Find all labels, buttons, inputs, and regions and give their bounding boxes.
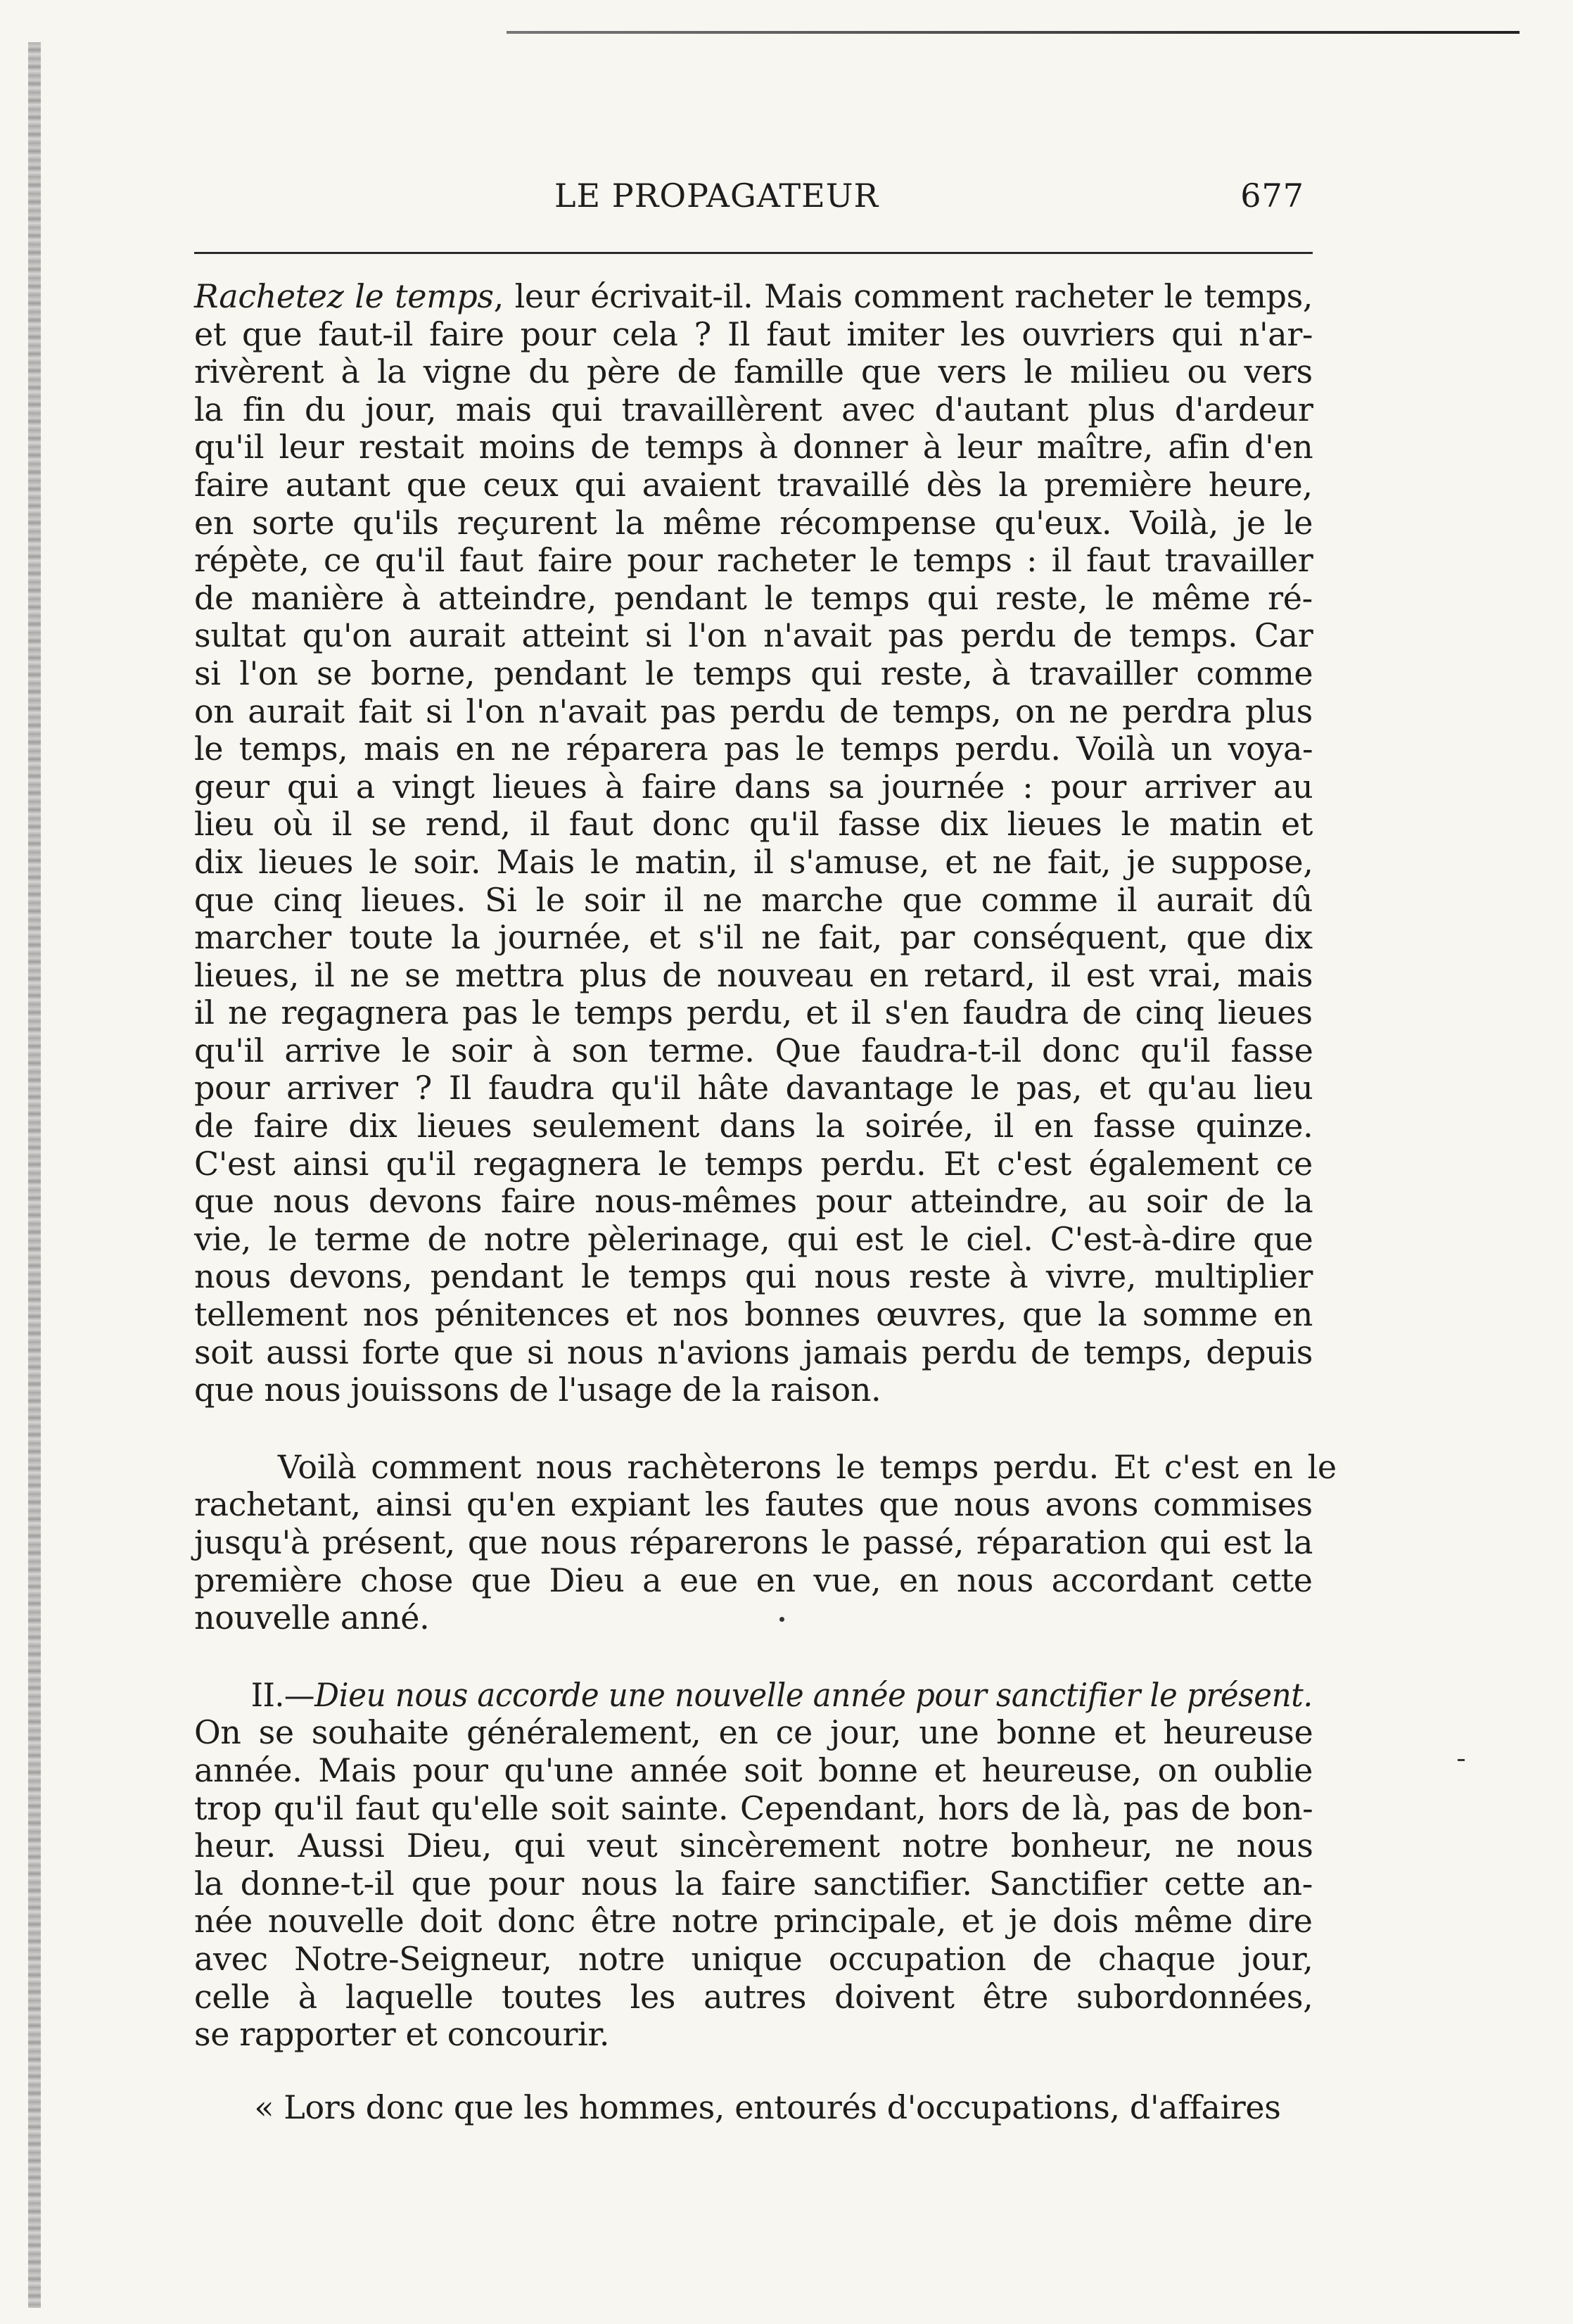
text-line bbox=[194, 1562, 1313, 1600]
line-text: de manière à atteindre, pendant le temps qui reste, le même ré- bbox=[194, 578, 1313, 617]
line-text: on aurait fait si l'on n'avait pas perdu de temps, on ne perdra plus bbox=[194, 692, 1313, 730]
line-text: C'est ainsi qu'il regagnera le temps perdu. Et c'est également ce bbox=[194, 1144, 1313, 1183]
text-line bbox=[194, 580, 1313, 618]
paragraph-racheter-le-temps bbox=[194, 278, 1313, 1409]
line-text: rachetant, ainsi qu'en expiant les fautes que nous avons commises bbox=[194, 1485, 1313, 1524]
text-line bbox=[194, 1334, 1313, 1372]
line-text: jusqu'à présent, que nous réparerons le passé, réparation qui est la bbox=[194, 1523, 1313, 1561]
text-line bbox=[194, 1296, 1313, 1334]
italic-phrase: Dieu nous accorde une nouvelle année pour sanctifier le présent. bbox=[314, 1675, 1313, 1714]
line-text: le temps, mais en ne réparera pas le temps perdu. Voilà un voya- bbox=[194, 730, 1313, 768]
text-line bbox=[194, 466, 1313, 504]
ink-speck bbox=[1458, 1759, 1465, 1761]
text-line bbox=[194, 617, 1313, 655]
text-line bbox=[194, 1486, 1313, 1524]
ink-speck bbox=[779, 1617, 784, 1622]
line-text: pour arriver ? Il faudra qu'il hâte davantage le pas, et qu'au lieu bbox=[194, 1069, 1313, 1107]
line-text: de faire dix lieues seulement dans la soirée, il en fasse quinze. bbox=[194, 1107, 1313, 1145]
line-text: première chose que Dieu a eue en vue, en nous accordant cette bbox=[194, 1561, 1313, 1599]
text-line bbox=[194, 1979, 1313, 2017]
line-text: celle à laquelle toutes les autres doivent être subordonnées, bbox=[194, 1977, 1313, 2016]
line-text: , leur écrivait-il. Mais comment racheter le temps, bbox=[493, 277, 1313, 315]
text-line bbox=[194, 655, 1313, 693]
line-text: la fin du jour, mais qui travaillèrent avec d'autant plus d'ardeur bbox=[194, 390, 1313, 428]
text-line bbox=[194, 882, 1313, 920]
line-text: nouvelle anné. bbox=[194, 1599, 430, 1637]
line-text: rivèrent à la vigne du père de famille que vers le milieu ou vers bbox=[194, 353, 1313, 391]
section-number: II.— bbox=[194, 1675, 315, 1714]
text-line bbox=[194, 1752, 1313, 1790]
line-text: Voilà comment nous rachèterons le temps perdu. Et c'est en le bbox=[194, 1447, 1337, 1486]
line-text: la donne-t-il que pour nous la faire sanctifier. Sanctifier cette an- bbox=[194, 1864, 1313, 1903]
line-text: tellement nos pénitences et nos bonnes œuvres, que la somme en bbox=[194, 1295, 1313, 1334]
text-line bbox=[194, 1827, 1313, 1865]
line-text: se rapporter et concourir. bbox=[194, 2015, 610, 2054]
text-line bbox=[194, 428, 1313, 466]
page-number: 677 bbox=[1240, 177, 1304, 215]
text-line bbox=[194, 1675, 1313, 1715]
line-text: soit aussi forte que si nous n'avions jamais perdu de temps, depuis bbox=[194, 1333, 1313, 1371]
line-text: que nous devons faire nous-mêmes pour atteindre, au soir de la bbox=[194, 1182, 1313, 1221]
text-line bbox=[194, 1258, 1313, 1296]
text-line bbox=[194, 957, 1313, 995]
text-line bbox=[194, 1032, 1313, 1070]
line-text: lieues, il ne se mettra plus de nouveau en retard, il est vrai, mais bbox=[194, 955, 1313, 994]
text-line bbox=[194, 2016, 1313, 2054]
text-line bbox=[194, 844, 1313, 882]
paragraph-voila-comment bbox=[194, 1447, 1337, 1637]
line-text: née nouvelle doit donc être notre principale, et je dois même dire bbox=[194, 1902, 1313, 1941]
line-text: et que faut-il faire pour cela ? Il faut imiter les ouvriers qui n'ar- bbox=[194, 315, 1313, 353]
text-line bbox=[194, 768, 1313, 806]
text-line bbox=[194, 1714, 1313, 1752]
text-line bbox=[194, 919, 1313, 957]
line-text: que cinq lieues. Si le soir il ne marche que comme il aurait dû bbox=[194, 880, 1313, 919]
line-text: heur. Aussi Dieu, qui veut sincèrement notre bonheur, ne nous bbox=[194, 1827, 1313, 1865]
line-text: dix lieues le soir. Mais le matin, il s'amuse, et ne fait, je suppose, bbox=[194, 842, 1313, 881]
top-scan-rule bbox=[507, 31, 1520, 34]
line-text: sultat qu'on aurait atteint si l'on n'avait pas perdu de temps. Car bbox=[194, 616, 1313, 655]
running-header bbox=[194, 174, 1313, 217]
text-line bbox=[194, 994, 1313, 1032]
text-line bbox=[194, 730, 1313, 768]
line-text: marcher toute la journée, et s'il ne fait, par conséquent, que dix bbox=[194, 918, 1313, 957]
line-text: répète, ce qu'il faut faire pour racheter le temps : il faut travailler bbox=[194, 541, 1313, 580]
line-text: nous devons, pendant le temps qui nous reste à vivre, multiplier bbox=[194, 1257, 1313, 1296]
text-line bbox=[194, 1107, 1313, 1145]
line-text: qu'il leur restait moins de temps à donner à leur maître, afin d'en bbox=[194, 428, 1313, 466]
line-text: en sorte qu'ils reçurent la même récompense qu'eux. Voilà, je le bbox=[194, 503, 1313, 542]
line-text: « Lors donc que les hommes, entourés d'occupations, d'affaires bbox=[194, 2088, 1281, 2126]
text-line bbox=[194, 1790, 1313, 1828]
text-line bbox=[194, 1903, 1313, 1941]
line-text: il ne regagnera pas le temps perdu, et il s'en faudra de cinq lieues bbox=[194, 993, 1313, 1032]
line-text: lieu où il se rend, il faut donc qu'il fasse dix lieues le matin et bbox=[194, 805, 1313, 844]
text-line bbox=[194, 316, 1313, 354]
text-line bbox=[194, 1371, 1313, 1409]
line-text: si l'on se borne, pendant le temps qui reste, à travailler comme bbox=[194, 654, 1313, 692]
line-text: On se souhaite généralement, en ce jour, une bonne et heureuse bbox=[194, 1713, 1313, 1752]
line-text: année. Mais pour qu'une année soit bonne et heureuse, on oublie bbox=[194, 1751, 1313, 1789]
text-line bbox=[194, 693, 1313, 731]
text-line bbox=[194, 542, 1313, 580]
line-text: avec Notre-Seigneur, notre unique occupation de chaque jour, bbox=[194, 1939, 1313, 1978]
line-text: geur qui a vingt lieues à faire dans sa journée : pour arriver au bbox=[194, 767, 1313, 806]
book-spine-shadow bbox=[28, 42, 41, 2308]
line-text: trop qu'il faut qu'elle soit sainte. Cependant, hors de là, pas de bon- bbox=[194, 1789, 1313, 1827]
line-text: qu'il arrive le soir à son terme. Que faudra-t-il donc qu'il fasse bbox=[194, 1031, 1313, 1069]
text-line bbox=[194, 1599, 1313, 1637]
text-line bbox=[194, 504, 1313, 542]
text-line bbox=[194, 1447, 1337, 1487]
text-line bbox=[194, 353, 1313, 391]
text-line bbox=[194, 391, 1313, 429]
line-text: que nous jouissons de l'usage de la raison. bbox=[194, 1371, 881, 1409]
paragraph-lors-donc bbox=[194, 2089, 1313, 2127]
paragraph-section-ii bbox=[194, 1677, 1313, 2054]
line-text: faire autant que ceux qui avaient travaillé dès la première heure, bbox=[194, 465, 1313, 504]
body-text bbox=[194, 277, 1337, 2126]
text-line bbox=[194, 1865, 1313, 1903]
text-line bbox=[194, 1524, 1313, 1562]
line-text: vie, le terme de notre pèlerinage, qui est le ciel. C'est-à-dire que bbox=[194, 1219, 1313, 1258]
text-line bbox=[194, 1221, 1313, 1259]
text-line bbox=[194, 806, 1313, 844]
italic-phrase: Rachetez le temps bbox=[194, 277, 494, 315]
text-line bbox=[194, 278, 1313, 316]
text-line bbox=[194, 1069, 1313, 1107]
text-line bbox=[194, 1941, 1313, 1979]
running-title: LE PROPAGATEUR bbox=[554, 177, 879, 215]
header-rule bbox=[194, 252, 1313, 254]
text-line bbox=[194, 2089, 1313, 2127]
text-line bbox=[194, 1183, 1313, 1221]
text-line bbox=[194, 1145, 1313, 1183]
